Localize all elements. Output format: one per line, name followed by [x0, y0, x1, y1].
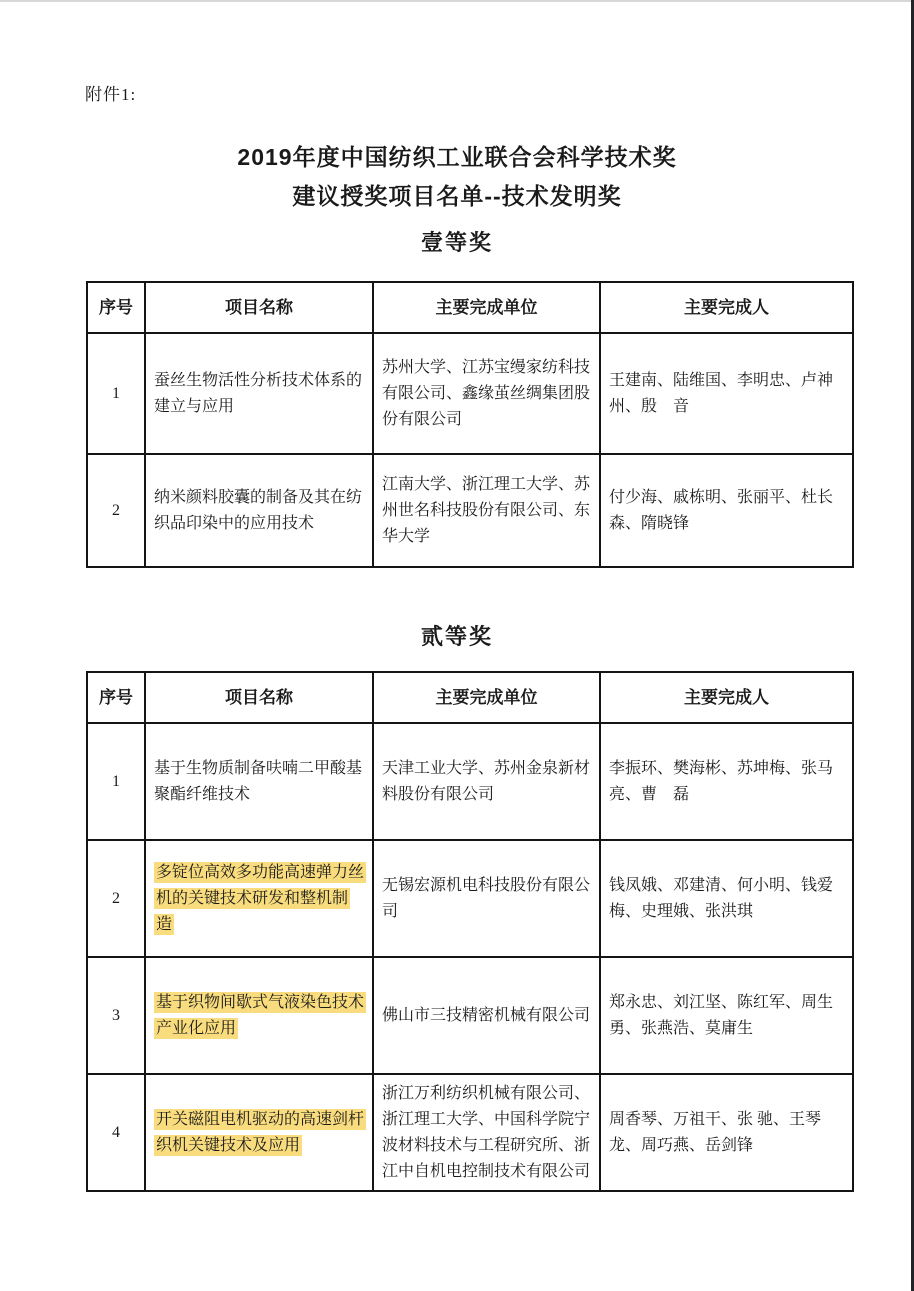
project-name: 蚕丝生物活性分析技术体系的建立与应用 [154, 371, 363, 415]
completing-units-cell: 佛山市三技精密机械有限公司 [373, 957, 600, 1074]
header-row [87, 672, 853, 723]
project-name-cell [145, 333, 373, 454]
project-name-cell [145, 454, 373, 567]
completing-people-cell: 付少海、戚栋明、张丽平、杜长森、隋晓锋 [600, 454, 853, 567]
project-name-cell [145, 1074, 373, 1191]
completing-units-cell: 苏州大学、江苏宝缦家纺科技有限公司、鑫缘茧丝绸集团股份有限公司 [373, 333, 600, 454]
column-header-project: 项目名称 [145, 672, 373, 723]
column-header-no: 序号 [87, 672, 145, 723]
column-header-units: 主要完成单位 [373, 282, 600, 333]
project-name-highlighted: 多锭位高效多功能高速弹力丝机的关键技术研发和整机制造 [156, 863, 365, 933]
table-row [87, 1074, 853, 1191]
document-title [0, 138, 914, 216]
table-header [87, 282, 853, 333]
completing-units-cell: 天津工业大学、苏州金泉新材料股份有限公司 [373, 723, 600, 840]
column-header-people: 主要完成人 [600, 672, 853, 723]
row-number-cell: 2 [87, 840, 145, 957]
completing-people-cell: 王建南、陆维国、李明忠、卢神州、殷 音 [600, 333, 853, 454]
project-name-cell [145, 957, 373, 1074]
project-name-highlighted: 开关磁阻电机驱动的高速剑杆织机关键技术及应用 [156, 1110, 365, 1154]
completing-units-cell: 浙江万利纺织机械有限公司、浙江理工大学、中国科学院宁波材料技术与工程研究所、浙江中自机电控制技术有限公司 [373, 1074, 600, 1191]
row-number-cell: 1 [87, 723, 145, 840]
section-heading-second-prize: 贰等奖 [420, 624, 493, 649]
column-header-people: 主要完成人 [600, 282, 853, 333]
completing-units-cell: 江南大学、浙江理工大学、苏州世名科技股份有限公司、东华大学 [373, 454, 600, 567]
table-row [87, 723, 853, 840]
table-row [87, 840, 853, 957]
column-header-project: 项目名称 [145, 282, 373, 333]
completing-people-cell: 钱凤娥、邓建清、何小明、钱爱梅、史理娥、张洪琪 [600, 840, 853, 957]
table-row [87, 333, 853, 454]
row-number-cell: 1 [87, 333, 145, 454]
column-header-no: 序号 [87, 282, 145, 333]
section-heading-first-prize: 壹等奖 [420, 230, 493, 255]
second-prize-table [86, 671, 854, 1192]
attachment-label: 附件1: [85, 85, 137, 104]
row-number-cell: 3 [87, 957, 145, 1074]
project-name-highlighted: 基于织物间歇式气液染色技术产业化应用 [156, 993, 365, 1037]
completing-people-cell: 周香琴、万祖干、张 驰、王琴龙、周巧燕、岳剑锋 [600, 1074, 853, 1191]
row-number-cell: 4 [87, 1074, 145, 1191]
project-name: 基于生物质制备呋喃二甲酸基聚酯纤维技术 [154, 759, 363, 803]
table-row [87, 454, 853, 567]
completing-units-cell: 无锡宏源机电科技股份有限公司 [373, 840, 600, 957]
first-prize-table [86, 281, 854, 568]
table-header [87, 672, 853, 723]
completing-people-cell: 李振环、樊海彬、苏坤梅、张马亮、曹 磊 [600, 723, 853, 840]
project-name-cell [145, 840, 373, 957]
column-header-units: 主要完成单位 [373, 672, 600, 723]
project-name: 纳米颜料胶囊的制备及其在纺织品印染中的应用技术 [154, 488, 363, 532]
row-number-cell: 2 [87, 454, 145, 567]
completing-people-cell: 郑永忠、刘江坚、陈红军、周生勇、张燕浩、莫庸生 [600, 957, 853, 1074]
table-row [87, 957, 853, 1074]
scan-edge-top [0, 0, 914, 2]
project-name-cell [145, 723, 373, 840]
header-row [87, 282, 853, 333]
document-title-line2: 建议授奖项目名单--技术发明奖 [292, 183, 622, 209]
document-title-line1: 2019年度中国纺织工业联合会科学技术奖 [237, 144, 677, 170]
